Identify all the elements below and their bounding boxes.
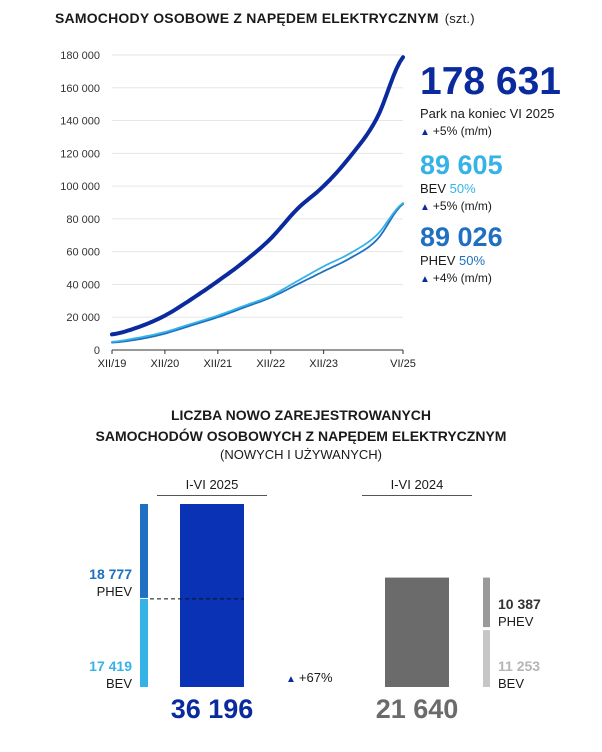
- bar-2025-phev-strip: [140, 504, 148, 598]
- y-tick-label: 20 000: [66, 312, 100, 325]
- bev-fleet-change: [420, 199, 492, 213]
- growth-text: +67%: [298, 670, 333, 685]
- phev-2025-label: PHEV: [96, 584, 132, 599]
- bev-2025-value: 17 419: [89, 658, 132, 674]
- total-2025-value: 36 196: [170, 694, 254, 724]
- x-tick-label: XII/23: [309, 358, 339, 370]
- top-chart-title-text: SAMOCHODY OSOBOWE Z NAPĘDEM ELEKTRYCZNYM: [55, 10, 439, 26]
- bev-fleet-label: [420, 181, 476, 196]
- x-tick-label: VI/25: [390, 358, 416, 370]
- total-fleet-line: [112, 57, 403, 334]
- phev-label-text: PHEV: [420, 253, 456, 268]
- total-fleet-value: 178 631: [420, 60, 561, 103]
- bev-2024-label: BEV: [498, 676, 525, 691]
- y-tick-label: 60 000: [66, 246, 100, 259]
- x-tick-label: XII/19: [97, 358, 127, 370]
- up-triangle-icon: ▲: [286, 674, 296, 685]
- y-tick-label: 40 000: [66, 279, 100, 292]
- bev-2025-label: BEV: [105, 676, 132, 691]
- phev-fleet-value: 89 026: [420, 222, 503, 252]
- bev-label-text: BEV: [420, 181, 447, 196]
- growth-indicator: [286, 670, 333, 685]
- total-fleet-label: Park na koniec VI 2025: [420, 106, 555, 121]
- period-2024-label: I-VI 2024: [390, 477, 444, 492]
- up-triangle-icon: ▲: [420, 274, 430, 285]
- phev-share: 50%: [459, 253, 486, 268]
- bar-2024-bev-strip: [483, 630, 490, 687]
- bar-2025-total: [180, 504, 244, 687]
- phev-2025-value: 18 777: [89, 566, 132, 582]
- bar-2025-bev-strip: [140, 599, 148, 687]
- x-tick-label: XII/20: [150, 358, 180, 370]
- top-chart-title: [55, 10, 475, 26]
- bev-2024-value: 11 253: [498, 658, 541, 674]
- total-fleet-change: [420, 124, 492, 138]
- phev-2024-value: 10 387: [498, 596, 541, 612]
- phev-fleet-change: [420, 271, 492, 285]
- total-fleet-change-text: +5% (m/m): [432, 124, 492, 138]
- x-tick-label: XII/22: [256, 358, 286, 370]
- phev-2024-label: PHEV: [498, 614, 534, 629]
- phev-fleet-label: [420, 253, 485, 268]
- bar-2024-total: [385, 578, 449, 687]
- y-tick-label: 140 000: [60, 115, 100, 128]
- bar-section-title-1: LICZBA NOWO ZAREJESTROWANYCH: [170, 407, 432, 423]
- x-tick-label: XII/21: [203, 358, 233, 370]
- total-2024-value: 21 640: [375, 694, 459, 724]
- y-tick-label: 160 000: [60, 82, 100, 95]
- y-tick-label: 180 000: [60, 50, 100, 62]
- bar-section-title-2: SAMOCHODÓW OSOBOWYCH Z NAPĘDEM ELEKTRYCZNYM: [95, 428, 507, 444]
- y-tick-label: 80 000: [66, 213, 100, 226]
- y-tick-label: 120 000: [60, 148, 100, 161]
- phev-fleet-change-text: +4% (m/m): [432, 271, 492, 285]
- bar-2024-phev-strip: [483, 578, 490, 628]
- up-triangle-icon: ▲: [420, 127, 430, 138]
- bev-fleet-change-text: +5% (m/m): [432, 199, 492, 213]
- bar-section-subtitle: (NOWYCH I UŻYWANYCH): [219, 447, 382, 462]
- bev-share: 50%: [449, 181, 476, 196]
- bev-fleet-value: 89 605: [420, 150, 503, 180]
- y-tick-label: 0: [93, 345, 100, 357]
- period-2025-label: I-VI 2025: [185, 477, 239, 492]
- y-tick-label: 100 000: [60, 181, 100, 194]
- up-triangle-icon: ▲: [420, 202, 430, 213]
- top-chart-unit: (szt.): [444, 11, 475, 26]
